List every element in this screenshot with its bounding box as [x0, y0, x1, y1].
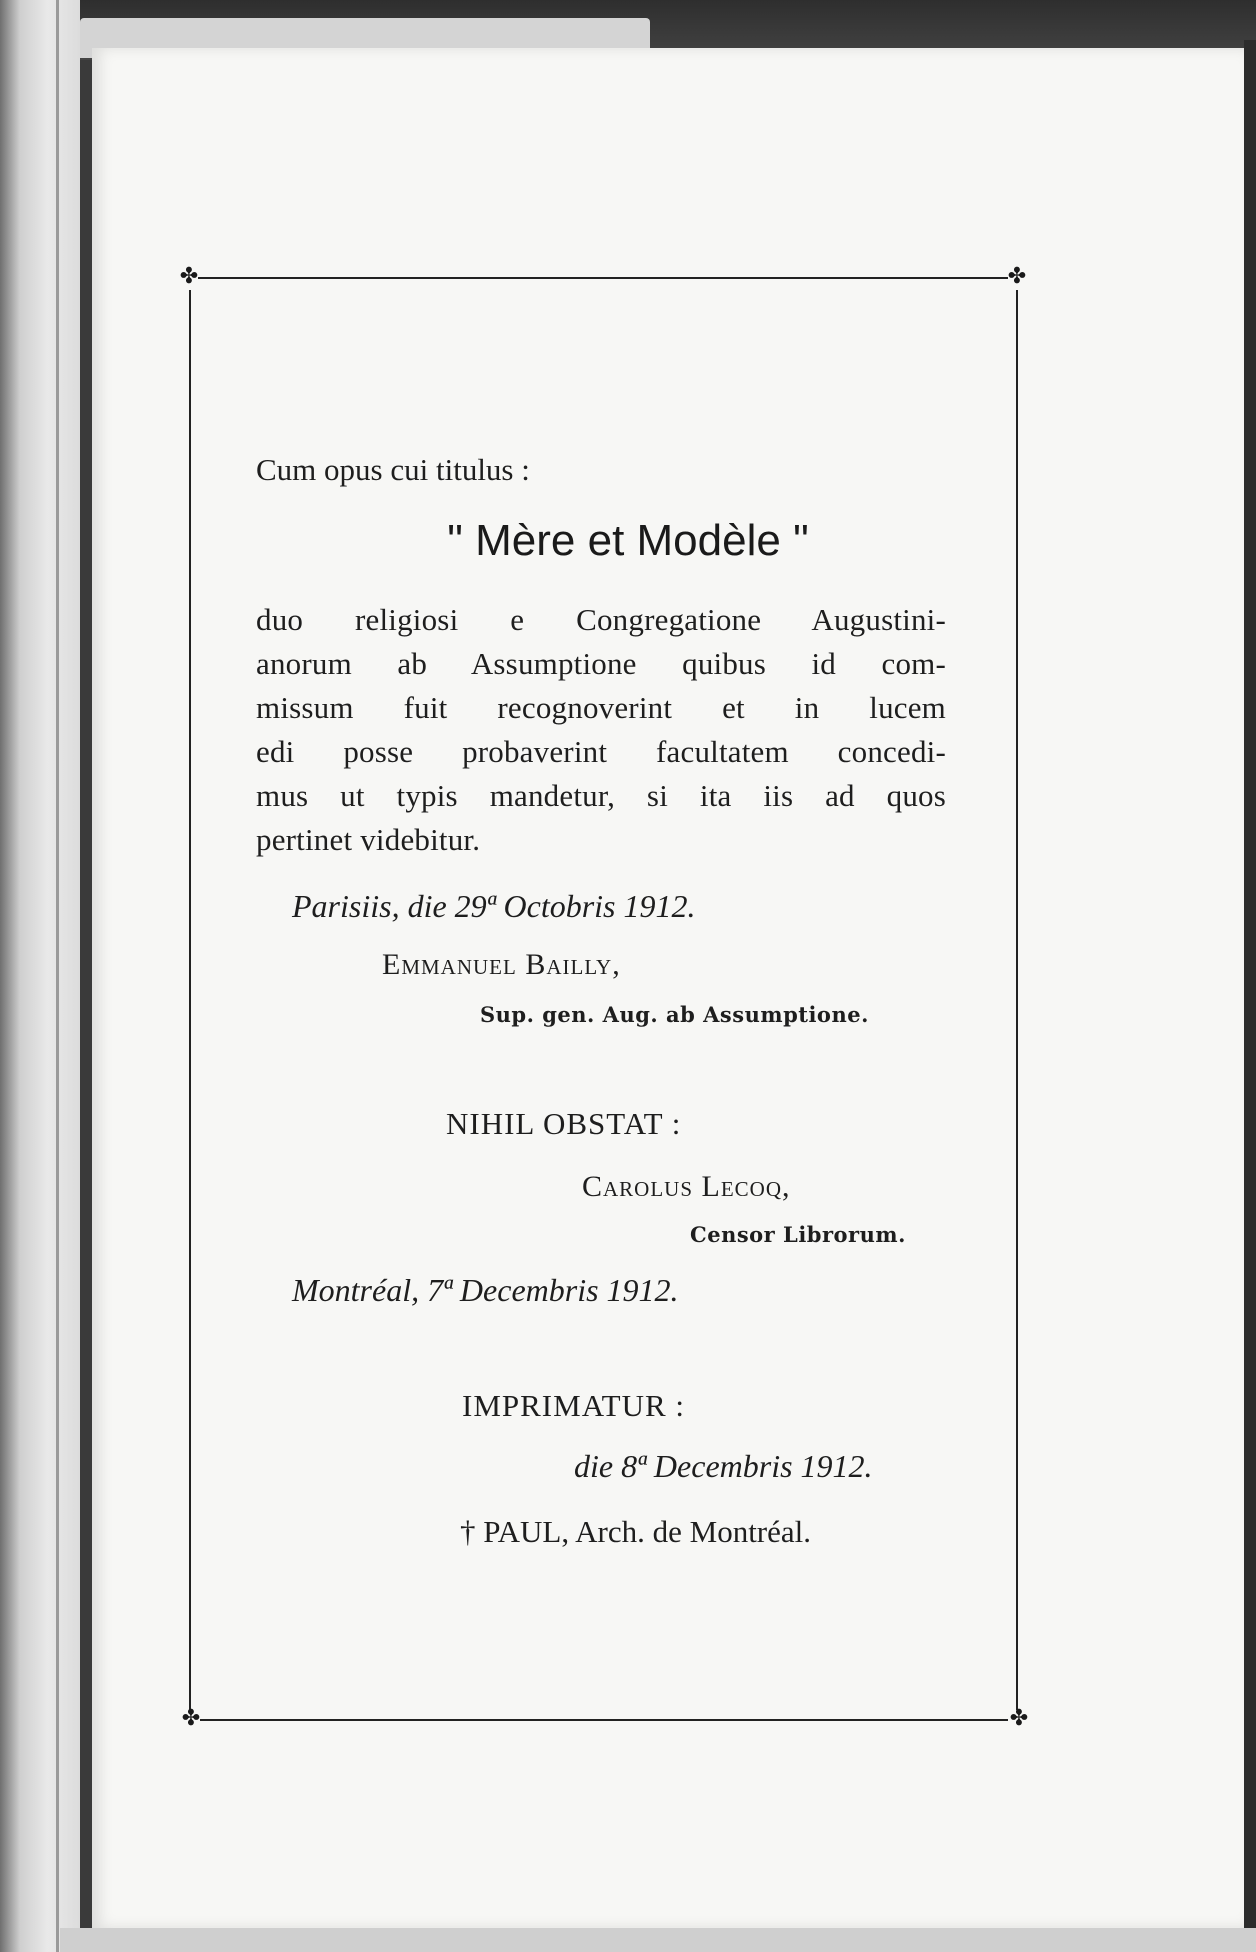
body-text-line: mus ut typis mandetur, si ita iis ad quos	[256, 778, 946, 813]
censor-name: Carolus Lecoq,	[582, 1170, 791, 1203]
montreal-date: Montréal, 7ª Decembris 1912.	[292, 1272, 679, 1308]
superior-name: Emmanuel Bailly,	[382, 948, 621, 981]
border-left-rule	[189, 290, 191, 1710]
scan-right-edge	[1244, 40, 1256, 1952]
corner-ornament-icon: ✤	[179, 264, 199, 289]
body-text-line: missum fuit recognoverint et in lucem	[256, 690, 946, 725]
intro-line: Cum opus cui titulus :	[256, 452, 530, 487]
imprimatur-date: die 8ª Decembris 1912.	[574, 1448, 873, 1484]
border-right-rule	[1016, 290, 1018, 1710]
body-text-line: anorum ab Assumptione quibus id com-	[256, 646, 946, 681]
body-text-line: edi posse probaverint facultatem concedi-	[256, 734, 946, 769]
book-page	[92, 48, 1244, 1928]
corner-ornament-icon: ✤	[1007, 264, 1027, 289]
superior-title: Sup. gen. Aug. ab Assumptione.	[480, 1002, 869, 1027]
book-title: " Mère et Modèle "	[447, 516, 809, 565]
border-bottom-rule	[200, 1719, 1008, 1721]
archbishop-signature: † PAUL, Arch. de Montréal.	[460, 1514, 812, 1549]
imprimatur-heading: IMPRIMATUR :	[462, 1388, 686, 1423]
scan-bottom-edge	[60, 1928, 1256, 1952]
body-text-line: duo religiosi e Congregatione Augustini-	[256, 602, 946, 637]
censor-title: Censor Librorum.	[690, 1222, 906, 1247]
nihil-obstat-heading: NIHIL OBSTAT :	[446, 1106, 682, 1141]
book-spine-strip	[0, 0, 80, 1952]
border-top-rule	[198, 277, 1008, 279]
paris-date: Parisiis, die 29ª Octobris 1912.	[292, 888, 696, 924]
corner-ornament-icon: ✤	[181, 1706, 201, 1731]
corner-ornament-icon: ✤	[1009, 1706, 1029, 1731]
body-text-line: pertinet videbitur.	[256, 822, 481, 857]
